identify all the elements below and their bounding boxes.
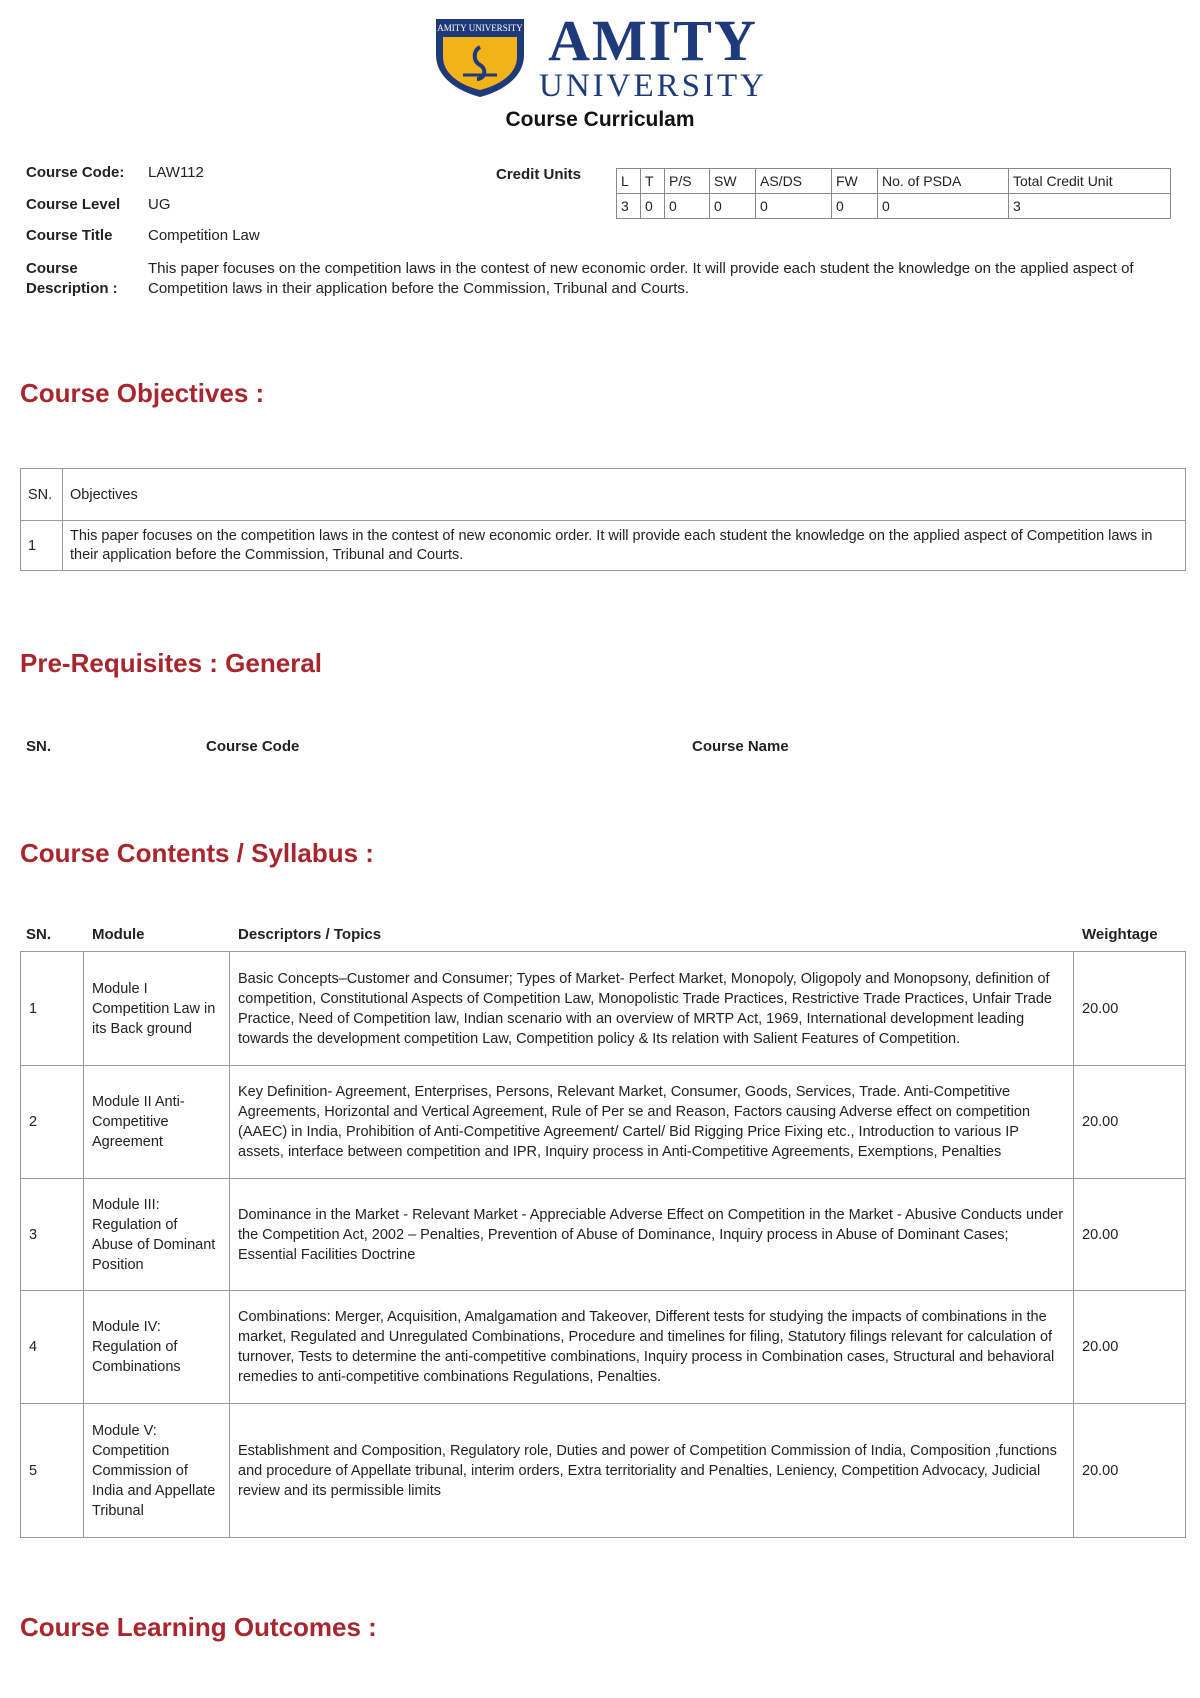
credit-header-ps: P/S [665,169,710,194]
module-descriptors: Key Definition- Agreement, Enterprises, Persons, Relevant Market, Consumer, Goods, Services, Trade. Anti-Competitive Agreements, Horizontal and Vertical Agreement, Rule of Per se and Reason, Factors causing Adverse effect on competition (AAEC) in India, Prohibition of Anti-Competitive Agreement/ Cartel/ Bid Rigging Price Fixing etc., Introduction to various IP assets, interface between competition and IPR, Inquiry process in Anti-Competitive Agreements, Exemptions, Penalties [230,1066,1074,1179]
module-name: Module I Competition Law in its Back ground [84,952,230,1066]
credit-value-ps: 0 [665,194,710,219]
objectives-header-row [21,469,1186,521]
module-sn: 2 [21,1066,84,1179]
course-description-label [26,259,148,299]
credit-header-asds: AS/DS [756,169,832,194]
syllabus-col-descriptors: Descriptors / Topics [238,926,382,943]
brand-sub: UNIVERSITY [539,67,767,104]
syllabus-col-weightage: Weightage [1082,926,1158,943]
course-description-label-1: Course [26,260,78,277]
objectives-table [20,468,1186,571]
university-shield-icon [433,15,527,99]
credit-value-l: 3 [617,194,641,219]
course-level-value: UG [148,196,171,213]
module-weightage: 20.00 [1074,1291,1186,1404]
objective-sn: 1 [21,521,63,571]
prerequisites-heading: Pre-Requisites : General [20,648,322,678]
module-weightage: 20.00 [1074,1066,1186,1179]
course-title-label: Course Title [26,227,113,244]
table-row [21,1066,1186,1179]
credit-units-table [616,168,1171,219]
module-descriptors: Dominance in the Market - Relevant Market - Appreciable Adverse Effect on Competition in the Market - Abusive Conducts under the Competition Act, 2002 – Penalties, Prevention of Abuse of Dominance, Inquiry process in Abuse of Dominant Cases; Essential Facilities Doctrine [230,1179,1074,1291]
objectives-heading: Course Objectives : [20,378,265,408]
objective-text: This paper focuses on the competition laws in the contest of new economic order. It will provide each student the knowledge on the applied aspect of Competition laws in their application before the Commission, Tribunal and Courts. [63,521,1186,571]
credit-header-total: Total Credit Unit [1009,169,1171,194]
syllabus-table [20,951,1186,1538]
credit-value-fw: 0 [832,194,878,219]
syllabus-col-sn: SN. [26,926,52,943]
course-title-row [26,227,260,244]
module-sn: 3 [21,1179,84,1291]
brand-wordmark [539,7,767,104]
module-sn: 4 [21,1291,84,1404]
table-row [21,1404,1186,1538]
prerequisites-col-sn: SN. [26,738,52,755]
course-level-label: Course Level [26,196,121,213]
objectives-col-objectives: Objectives [63,469,1186,521]
table-row [21,952,1186,1066]
credit-value-asds: 0 [756,194,832,219]
module-sn: 5 [21,1404,84,1538]
module-weightage: 20.00 [1074,952,1186,1066]
table-row [21,1179,1186,1291]
syllabus-heading: Course Contents / Syllabus : [20,838,374,868]
prerequisites-col-code: Course Code [206,738,300,755]
credit-value-psda: 0 [878,194,1009,219]
credit-value-sw: 0 [710,194,756,219]
brand-main: AMITY [548,7,758,73]
syllabus-col-module: Module [92,926,145,943]
credit-header-t: T [641,169,665,194]
logo [0,7,1200,104]
prerequisites-col-name: Course Name [692,738,789,755]
credit-value-row [617,194,1171,219]
credit-value-total: 3 [1009,194,1171,219]
module-descriptors: Basic Concepts–Customer and Consumer; Types of Market- Perfect Market, Monopoly, Oligopoly and Monopsony, definition of competition, Constitutional Aspects of Competition Law, Monopolistic Trade Practices, Restrictive Trade Practices, Unfair Trade Practice, Need of Competition law, Indian scenario with an overview of MRTP Act, 1969, International development leading towards the development competition Law, Competition policy & Its relation with Salient Features of Competition. [230,952,1074,1066]
credit-header-row [617,169,1171,194]
module-weightage: 20.00 [1074,1179,1186,1291]
credit-value-t: 0 [641,194,665,219]
module-sn: 1 [21,952,84,1066]
course-description-value: This paper focuses on the competition laws in the contest of new economic order. It will provide each student the knowledge on the applied aspect of Competition laws in their application before the Commission, Tribunal and Courts. [148,260,1134,297]
credit-header-fw: FW [832,169,878,194]
module-name: Module III: Regulation of Abuse of Dominant Position [84,1179,230,1291]
module-name: Module II Anti-Competitive Agreement [84,1066,230,1179]
course-code-value: LAW112 [148,164,204,181]
objectives-col-sn: SN. [21,469,63,521]
credit-header-sw: SW [710,169,756,194]
module-name: Module V: Competition Commission of India and Appellate Tribunal [84,1404,230,1538]
module-weightage: 20.00 [1074,1404,1186,1538]
course-description-row [26,259,1186,299]
course-code-row [26,164,204,181]
table-row [21,1291,1186,1404]
course-code-label: Course Code: [26,164,125,181]
credit-units-label: Credit Units [496,166,582,183]
module-descriptors: Combinations: Merger, Acquisition, Amalgamation and Takeover, Different tests for studying the impacts of combinations in the market, Regulated and Unregulated Combinations, Procedure and timelines for filing, Statutory filings relevant for calculation of turnover, Tests to determine the anti-competitive combinations, Inquiry process in Combination cases, Structural and behavioral remedies to anti-competitive combinations Regulations, Penalties. [230,1291,1074,1404]
document-title: Course Curriculam [505,108,695,131]
course-description-label-2: Description : [26,280,118,297]
header [0,7,1200,132]
credit-header-l: L [617,169,641,194]
course-title-value: Competition Law [148,227,260,244]
course-level-row [26,196,171,213]
shield-seal-text: AMITY UNIVERSITY [437,23,523,33]
module-descriptors: Establishment and Composition, Regulatory role, Duties and power of Competition Commission of India, Composition ,functions and procedure of Appellate tribunal, interim orders, Extra territoriality and Penalties, Leniency, Competition Advocacy, Judicial review and its permissible limits [230,1404,1074,1538]
module-name: Module IV: Regulation of Combinations [84,1291,230,1404]
outcomes-heading: Course Learning Outcomes : [20,1612,377,1642]
credit-header-psda: No. of PSDA [878,169,1009,194]
table-row [21,521,1186,571]
